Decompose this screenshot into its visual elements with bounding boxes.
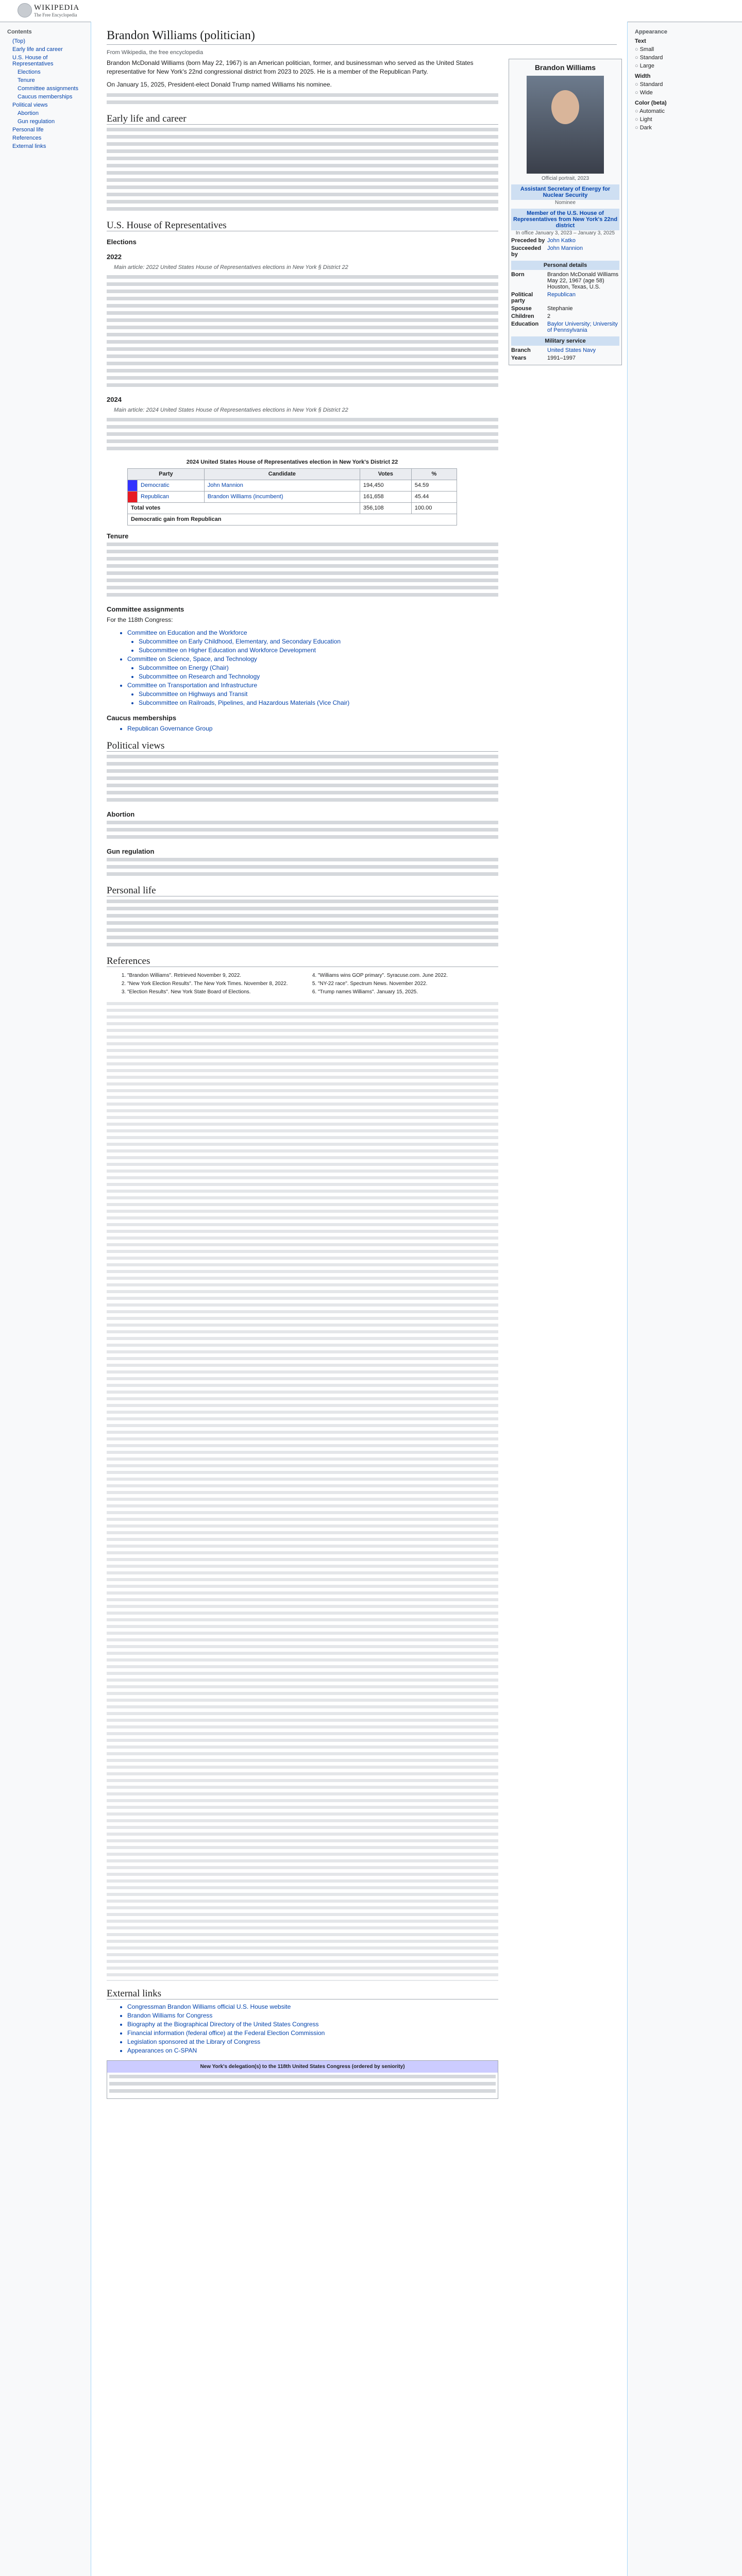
cell-pct: 45.44 <box>411 492 457 503</box>
site-header <box>0 0 742 22</box>
toc-item[interactable]: Abortion <box>18 110 39 116</box>
committee-item[interactable]: • Subcommittee on Early Childhood, Elementary, and Secondary Education <box>139 637 498 646</box>
appearance-heading: Appearance <box>635 29 667 35</box>
party[interactable]: Republican <box>547 292 576 298</box>
reference-item[interactable]: 4. "Williams wins GOP primary". Syracuse.com. June 2022. <box>318 972 498 979</box>
caucus-item[interactable]: • Republican Governance Group <box>127 724 498 733</box>
committee-item[interactable]: • Committee on Science, Space, and Technology <box>127 655 498 664</box>
infobox: Brandon Williams Official portrait, 2023 Assistant Secretary of Energy for Nuclear Security Nominee Member of the U.S. House of Representatives from New York's 22nd district In office January 3, 2023 – January 3, 2025 Preceded by John Katko Succeeded by John Mannion Personal details Born Brandon McDonald Williams May 22, 1967 (age 58) Houston, Texas, U.S. Political party Republican Spouse Stephanie Children 2 Education Baylor University; University of Pennsylvania Military service Branch United States Navy Years 1991–1997 <box>509 59 622 365</box>
branch[interactable]: United States Navy <box>547 347 596 353</box>
section-caucus: Caucus memberships <box>107 714 177 722</box>
party-color-swatch <box>128 480 138 492</box>
toc-heading: Contents <box>7 29 32 35</box>
section-committee: Committee assignments <box>107 605 184 613</box>
section-tenure: Tenure <box>107 532 129 540</box>
external-link[interactable]: • Congressman Brandon Williams official U.S. House website <box>127 2003 498 2011</box>
section-elections: Elections <box>107 238 137 246</box>
reference-item[interactable]: 3. "Election Results". New York State Board of Elections. <box>127 989 308 995</box>
title-divider <box>107 44 617 45</box>
committee-item[interactable]: • Subcommittee on Energy (Chair) <box>139 664 498 672</box>
election-results-table <box>127 456 457 526</box>
cell-votes: 194,450 <box>360 480 411 492</box>
personal-details-header: Personal details <box>511 261 619 270</box>
wikipedia-globe-icon[interactable] <box>18 3 32 18</box>
infobox-name: Brandon Williams <box>534 63 596 72</box>
election-table-caption: 2024 United States House of Representatives election in New York's District 22 <box>186 459 398 465</box>
result-row <box>128 514 457 526</box>
appearance-option[interactable]: ○ Wide <box>635 90 733 96</box>
toc-item[interactable]: References <box>12 135 42 141</box>
site-tagline: The Free Encyclopedia <box>34 12 77 18</box>
committee-item[interactable]: • Subcommittee on Higher Education and Workforce Development <box>139 646 498 655</box>
color-heading: Color (beta) <box>635 100 667 106</box>
committee-item[interactable]: • Subcommittee on Railroads, Pipelines, and Hazardous Materials (Vice Chair) <box>139 699 498 707</box>
result-text: Democratic gain from Republican <box>128 514 457 526</box>
section-early-life: Early life and career <box>107 114 498 125</box>
external-link[interactable]: • Appearances on C-SPAN <box>127 2046 498 2055</box>
article-body <box>107 59 498 2104</box>
succeeded-by[interactable]: John Mannion <box>547 245 583 251</box>
cell-votes: 161,658 <box>360 492 411 503</box>
toc-item[interactable]: Committee assignments <box>18 86 78 92</box>
table-header: Candidate <box>204 469 360 480</box>
from-line: From Wikipedia, the free encyclopedia <box>107 49 204 56</box>
toc-item[interactable]: Caucus memberships <box>18 94 73 100</box>
reference-item[interactable]: 2. "New York Election Results". The New York Times. November 8, 2022. <box>127 980 308 987</box>
toc-item[interactable]: Tenure <box>18 77 35 83</box>
external-link[interactable]: • Financial information (federal office) at the Federal Election Commission <box>127 2029 498 2038</box>
section-gun: Gun regulation <box>107 848 155 855</box>
appearance-option[interactable]: ○ Automatic <box>635 108 733 114</box>
external-link[interactable]: • Legislation sponsored at the Library of Congress <box>127 2038 498 2046</box>
reference-list-continued <box>107 1002 498 1981</box>
appearance-option[interactable]: ○ Small <box>635 46 733 53</box>
section-house: U.S. House of Representatives <box>107 221 498 231</box>
office2-header[interactable]: Member of the U.S. House of Representatives from New York's 22nd district <box>511 209 619 230</box>
spouse: Stephanie <box>547 306 573 312</box>
section-2024: 2024 <box>107 396 122 403</box>
appearance-option[interactable]: ○ Standard <box>635 55 733 61</box>
section-views: Political views <box>107 741 498 752</box>
section-external-links: External links <box>107 1989 498 1999</box>
table-header: Votes <box>360 469 411 480</box>
cell-candidate[interactable]: John Mannion <box>204 480 360 492</box>
section-abortion: Abortion <box>107 810 135 818</box>
appearance-option[interactable]: ○ Dark <box>635 125 733 131</box>
toc-item[interactable]: Personal life <box>12 127 44 133</box>
total-votes: 356,108 <box>360 503 411 514</box>
office1-status: Nominee <box>554 200 576 206</box>
born: Brandon McDonald Williams May 22, 1967 (age 58) Houston, Texas, U.S. <box>547 272 619 290</box>
portrait-caption: Official portrait, 2023 <box>541 176 589 181</box>
toc-item[interactable]: U.S. House of Representatives <box>12 55 54 67</box>
table-row <box>128 492 457 503</box>
section-references: References <box>107 957 498 967</box>
table-row <box>128 480 457 492</box>
appearance-option[interactable]: ○ Large <box>635 63 733 69</box>
appearance-option[interactable]: ○ Standard <box>635 81 733 88</box>
navbox-title[interactable]: New York's delegation(s) to the 118th United States Congress (ordered by seniority) <box>107 2061 498 2073</box>
cell-pct: 54.59 <box>411 480 457 492</box>
lead-paragraph-2: On January 15, 2025, President-elect Donald Trump named Williams his nominee. <box>107 81 332 88</box>
preceded-by[interactable]: John Katko <box>547 238 576 244</box>
years-service: 1991–1997 <box>547 355 576 361</box>
section-2022: 2022 <box>107 253 122 261</box>
toc-item[interactable]: Political views <box>12 102 48 108</box>
toc-item[interactable]: Elections <box>18 69 41 75</box>
page-title: Brandon Williams (politician) <box>107 29 255 42</box>
office2-term: In office January 3, 2023 – January 3, 2025 <box>515 230 615 236</box>
lead-paragraph: Brandon McDonald Williams (born May 22, 1967) is an American politician, former, and businessman who served as the United States representative for New York's 22nd congressional district from 2023 to 2025. He is a member of the Republican Party. <box>107 59 474 75</box>
party-color-swatch <box>128 492 138 503</box>
width-heading: Width <box>635 73 651 79</box>
office1-header[interactable]: Assistant Secretary of Energy for Nuclear Security <box>511 184 619 200</box>
reference-item[interactable]: 5. "NY-22 race". Spectrum News. November 2022. <box>318 980 498 987</box>
education[interactable]: Baylor University; University of Pennsylvania <box>547 321 618 333</box>
appearance-panel <box>635 29 733 133</box>
cell-party[interactable]: Republican <box>138 492 205 503</box>
external-link[interactable]: • Brandon Williams for Congress <box>127 2011 498 2020</box>
toc-item[interactable]: Early life and career <box>12 46 63 53</box>
committee-item[interactable]: • Subcommittee on Highways and Transit <box>139 690 498 699</box>
appearance-option[interactable]: ○ Light <box>635 116 733 123</box>
reference-item[interactable]: 6. "Trump names Williams". January 15, 2025. <box>318 989 498 995</box>
text-size-heading: Text <box>635 38 646 44</box>
table-of-contents <box>7 29 85 151</box>
portrait-image[interactable] <box>527 76 604 174</box>
section-personal: Personal life <box>107 886 498 896</box>
cell-party[interactable]: Democratic <box>138 480 205 492</box>
committee-lead: For the 118th Congress: <box>107 616 173 623</box>
table-header: Party <box>128 469 205 480</box>
main-article-2022[interactable]: Main article: 2022 United States House of Representatives elections in New York § District 22 <box>114 264 348 270</box>
children: 2 <box>547 313 551 319</box>
cell-candidate[interactable]: Brandon Williams (incumbent) <box>204 492 360 503</box>
committee-item[interactable]: • Committee on Education and the Workforce <box>127 629 498 637</box>
total-pct: 100.00 <box>411 503 457 514</box>
total-row <box>128 503 457 514</box>
total-label: Total votes <box>128 503 360 514</box>
external-link[interactable]: • Biography at the Biographical Directory of the United States Congress <box>127 2020 498 2029</box>
toc-item[interactable]: External links <box>12 143 46 149</box>
committee-item[interactable]: • Subcommittee on Research and Technology <box>139 672 498 681</box>
table-header: % <box>411 469 457 480</box>
site-name[interactable]: WIKIPEDIA <box>34 4 80 12</box>
toc-item[interactable]: (Top) <box>12 38 26 44</box>
navbox <box>107 2060 498 2099</box>
article <box>91 22 628 2576</box>
military-header: Military service <box>511 336 619 346</box>
toc-item[interactable]: Gun regulation <box>18 118 55 125</box>
main-article-2024[interactable]: Main article: 2024 United States House of Representatives elections in New York § District 22 <box>114 407 348 413</box>
reference-list <box>107 972 498 997</box>
committee-item[interactable]: • Committee on Transportation and Infrastructure <box>127 681 498 690</box>
reference-item[interactable]: 1. "Brandon Williams". Retrieved November 9, 2022. <box>127 972 308 979</box>
